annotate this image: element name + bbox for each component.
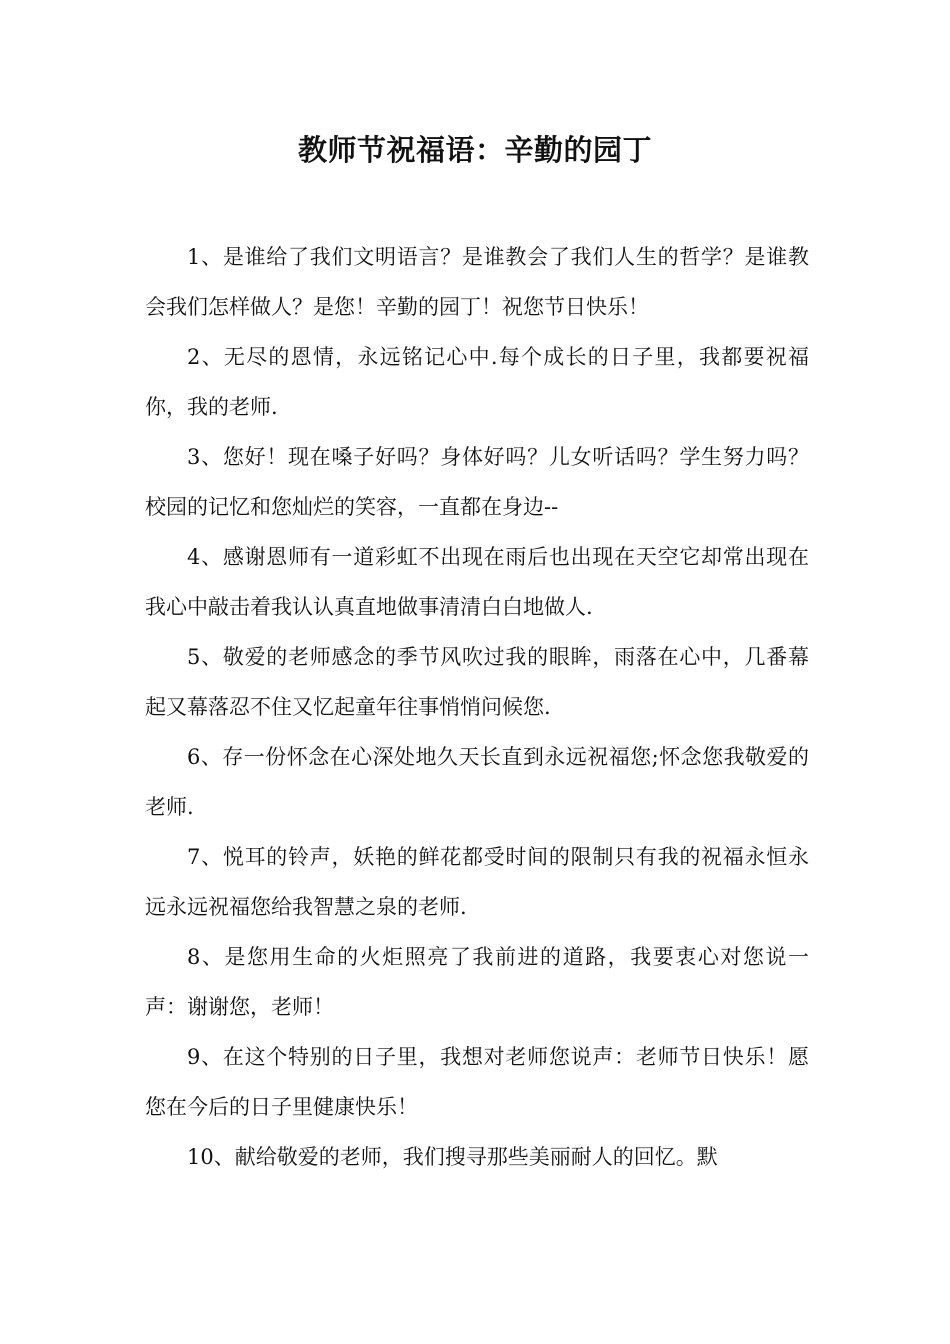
document-body xyxy=(145,232,809,1182)
paragraph-1: 1、是谁给了我们文明语言？是谁教会了我们人生的哲学？是谁教会我们怎样做人？是您！辛勤的园丁！祝您节日快乐！ xyxy=(145,245,809,319)
paragraph-4: 4、感谢恩师有一道彩虹不出现在雨后也出现在天空它却常出现在我心中敲击着我认认真直地做事清清白白地做人. xyxy=(145,545,809,619)
document-title: 教师节祝福语：辛勤的园丁 xyxy=(297,133,652,167)
paragraph-7: 7、悦耳的铃声，妖艳的鲜花都受时间的限制只有我的祝福永恒永远永远祝福您给我智慧之泉的老师. xyxy=(145,845,809,919)
paragraph-10: 10、献给敬爱的老师，我们搜寻那些美丽耐人的回忆。默 xyxy=(187,1145,718,1169)
paragraph-9: 9、在这个特别的日子里，我想对老师您说声：老师节日快乐！愿您在今后的日子里健康快乐！ xyxy=(145,1045,809,1119)
paragraph-5: 5、敬爱的老师感念的季节风吹过我的眼眸，雨落在心中，几番幕起又幕落忍不住又忆起童年往事悄悄问候您. xyxy=(145,645,809,719)
paragraph-8: 8、是您用生命的火炬照亮了我前进的道路，我要衷心对您说一声：谢谢您，老师！ xyxy=(145,945,809,1019)
paragraph-6: 6、存一份怀念在心深处地久天长直到永远祝福您;怀念您我敬爱的老师. xyxy=(145,745,809,819)
paragraph-2: 2、无尽的恩情，永远铭记心中.每个成长的日子里，我都要祝福你，我的老师. xyxy=(145,345,809,419)
paragraph-3: 3、您好！现在嗓子好吗？身体好吗？儿女听话吗？学生努力吗？校园的记忆和您灿烂的笑容，一直都在身边-- xyxy=(145,445,809,519)
